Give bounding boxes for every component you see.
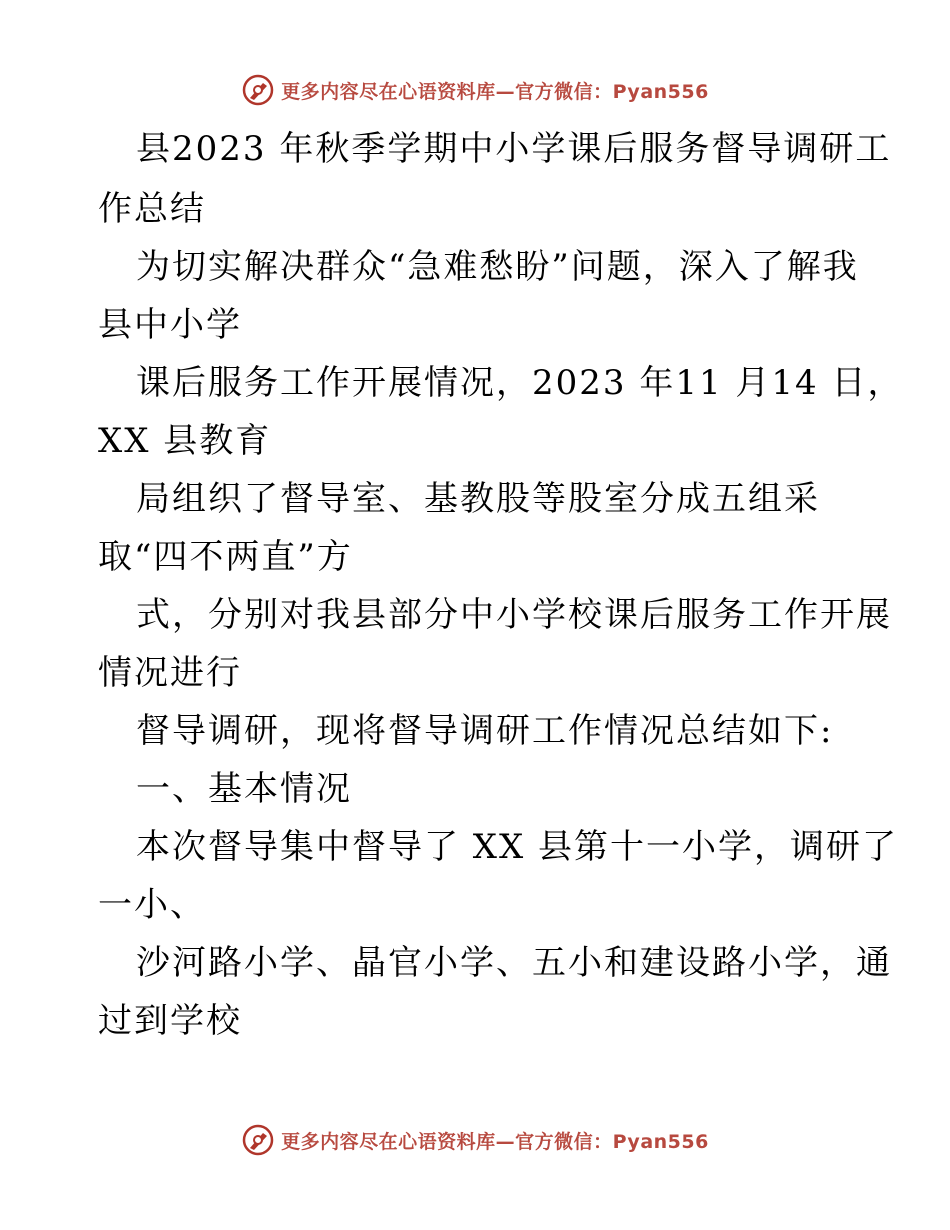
paragraph-line: 为切实解决群众“急难愁盼”问题，深入了解我	[136, 247, 859, 287]
watermark-footer	[0, 1120, 950, 1160]
paragraph-line: 县中小学	[98, 305, 242, 345]
doc-title-line-1: 县2023 年秋季学期中小学课后服务督导调研工	[136, 129, 892, 169]
paragraph-line: 沙河路小学、晶官小学、五小和建设路小学，通	[136, 943, 892, 983]
paragraph-line: 情况进行	[98, 653, 242, 693]
watermark-text: 更多内容尽在心语资料库—官方微信：Pyan556	[281, 80, 709, 103]
paragraph-line: 本次督导集中督导了 XX 县第十一小学，调研了	[136, 827, 899, 867]
paragraph-line: XX 县教育	[98, 421, 272, 461]
paragraph-line: 取“四不两直”方	[98, 537, 353, 577]
pen-seal-logo-icon	[241, 1123, 275, 1157]
paragraph-line: 一小、	[98, 885, 206, 925]
watermark-text: 更多内容尽在心语资料库—官方微信：Pyan556	[281, 1130, 709, 1153]
watermark-header	[0, 70, 950, 110]
paragraph-line: 督导调研，现将督导调研工作情况总结如下:	[136, 711, 834, 751]
paragraph-line: 局组织了督导室、基教股等股室分成五组采	[136, 479, 820, 519]
doc-title-line-2: 作总结	[98, 189, 206, 229]
paragraph-line: 课后服务工作开展情况，2023 年11 月14 日，	[136, 363, 904, 403]
paragraph-line: 过到学校	[98, 1001, 242, 1041]
section-heading: 一、基本情况	[136, 769, 352, 809]
pen-seal-logo-icon	[241, 73, 275, 107]
paragraph-line: 式，分别对我县部分中小学校课后服务工作开展	[136, 595, 892, 635]
